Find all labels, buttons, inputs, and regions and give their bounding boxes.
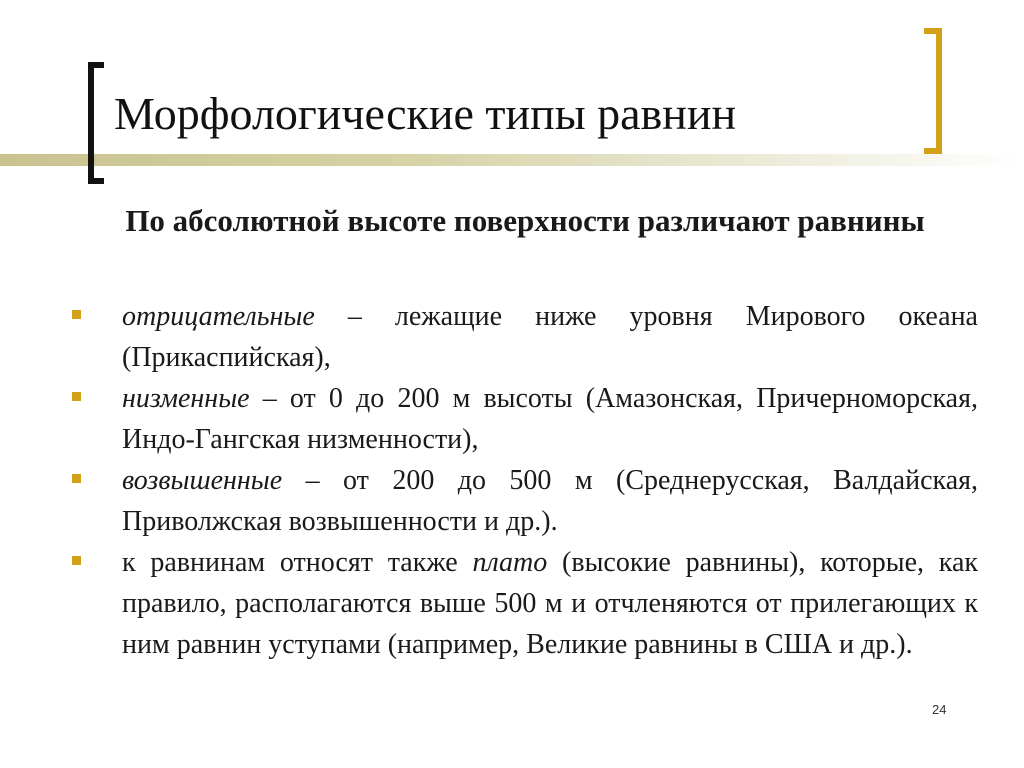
bullet-square-icon <box>72 556 81 565</box>
bullet-term: отрицательные <box>122 301 315 332</box>
bullet-text: (высокие равнины), которые, как правило, располагаются выше 500 м и отчленяются от прилегающих к ним равнин уступами (например, Великие равнины в США и др.). <box>122 547 978 660</box>
bullet-text: – от 0 до 200 м высоты (Амазонская, Причерноморская, Индо-Гангская низменности), <box>122 383 978 455</box>
bullet-square-icon <box>72 474 81 483</box>
bullet-item-upland <box>66 460 978 542</box>
slide-title: Морфологические типы равнин <box>114 88 737 139</box>
title-underline-bar <box>0 154 1024 166</box>
right-bracket-decoration <box>924 28 942 154</box>
bullet-prefix: к равнинам относят также <box>122 547 473 578</box>
bullet-term: возвышенные <box>122 465 283 496</box>
bullet-term: низменные <box>122 383 250 414</box>
bullet-list <box>66 296 978 665</box>
bullet-term: плато <box>472 547 548 578</box>
page-number: 24 <box>932 702 947 717</box>
bullet-item-negative <box>66 296 978 378</box>
slide-subtitle: По абсолютной высоте поверхности различают равнины <box>125 203 925 238</box>
bullet-square-icon <box>72 310 81 319</box>
left-bracket-decoration <box>88 62 104 184</box>
bullet-item-plateau <box>66 542 978 665</box>
bullet-text: – лежащие ниже уровня Мирового океана (Прикаспийская), <box>122 301 978 373</box>
bullet-item-lowland <box>66 378 978 460</box>
bullet-square-icon <box>72 392 81 401</box>
bullet-text: – от 200 до 500 м (Среднерусская, Валдайская, Приволжская возвышенности и др.). <box>122 465 978 537</box>
